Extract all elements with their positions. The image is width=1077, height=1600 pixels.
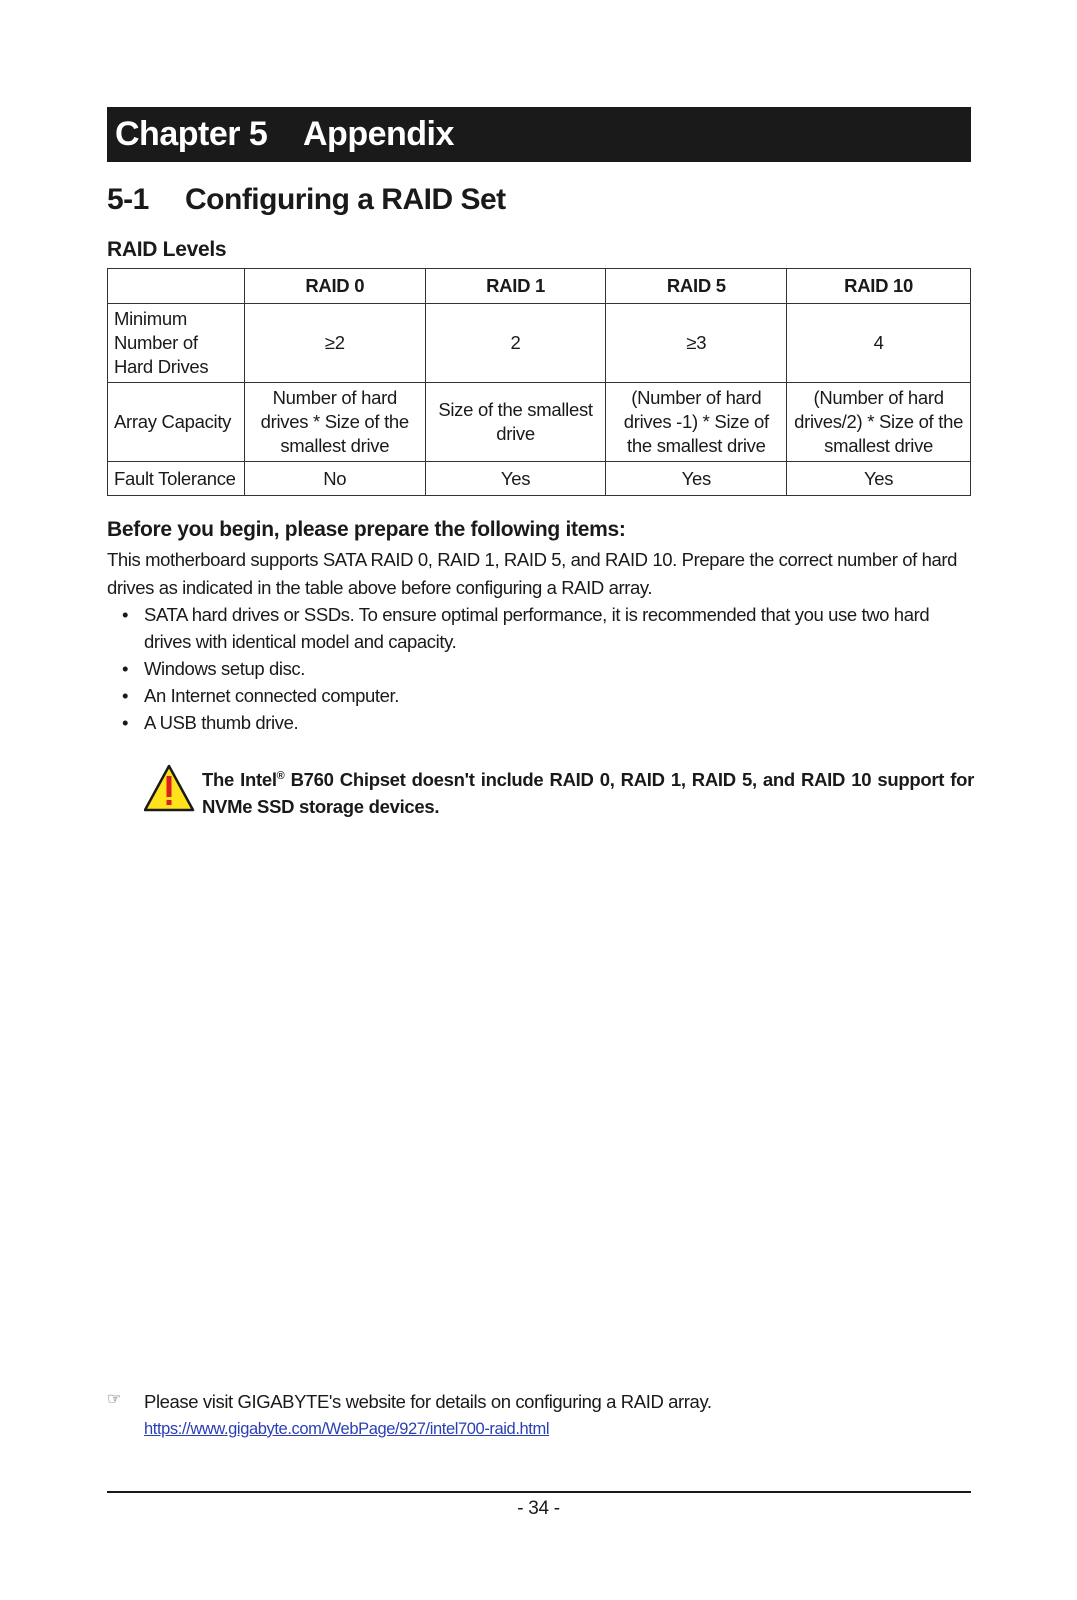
row-label: Fault Tolerance <box>108 462 245 496</box>
row-label: Array Capacity <box>108 383 245 462</box>
footer-divider <box>107 1491 971 1493</box>
prep-heading: Before you begin, please prepare the following items: <box>107 518 626 541</box>
table-row <box>108 304 971 383</box>
table-cell: Yes <box>425 462 606 496</box>
warning-triangle-icon <box>144 763 202 815</box>
table-cell: Number of hard drives * Size of the smallest drive <box>244 383 425 462</box>
registered-mark: ® <box>276 770 285 782</box>
table-header-cell: RAID 0 <box>244 269 425 304</box>
note-text: Please visit GIGABYTE's website for details on configuring a RAID array. <box>144 1391 712 1412</box>
table-header-cell: RAID 10 <box>787 269 971 304</box>
bullet-icon: • <box>122 685 129 706</box>
list-item <box>107 709 973 736</box>
table-cell: Yes <box>787 462 971 496</box>
bullet-icon: • <box>122 658 129 679</box>
chapter-header-bar <box>107 107 971 162</box>
table-cell: 2 <box>425 304 606 383</box>
raid-levels-heading: RAID Levels <box>107 238 227 261</box>
table-row <box>108 383 971 462</box>
website-note <box>107 1389 973 1443</box>
list-item <box>107 682 973 709</box>
list-item-text: An Internet connected computer. <box>144 685 399 706</box>
section-title: Configuring a RAID Set <box>185 183 506 216</box>
table-header-row <box>108 269 971 304</box>
table-cell: (Number of hard drives/2) * Size of the smallest drive <box>787 383 971 462</box>
prep-list <box>107 601 973 736</box>
section-heading <box>107 183 506 217</box>
warning-note <box>144 763 974 820</box>
warning-text-start: The Intel <box>202 769 277 791</box>
warning-text-end: B760 Chipset doesn't include RAID 0, RAID 1, RAID 5, and RAID 10 support for NVMe SSD storage devices. <box>202 769 974 818</box>
list-item-text: A USB thumb drive. <box>144 712 299 733</box>
prep-intro: This motherboard supports SATA RAID 0, RAID 1, RAID 5, and RAID 10. Prepare the correct number of hard drives as indicated in the table above before configuring a RAID array. <box>107 549 957 598</box>
raid-levels-table <box>107 268 971 496</box>
table-cell: Yes <box>606 462 787 496</box>
table-cell: 4 <box>787 304 971 383</box>
table-cell: Size of the smallest drive <box>425 383 606 462</box>
list-item <box>107 601 973 655</box>
table-cell: (Number of hard drives -1) * Size of the smallest drive <box>606 383 787 462</box>
row-label: Minimum Number of Hard Drives <box>108 304 245 383</box>
bullet-icon: • <box>122 604 129 625</box>
list-item-text: Windows setup disc. <box>144 658 306 679</box>
warning-text <box>202 763 974 820</box>
table-header-cell <box>108 269 245 304</box>
list-item <box>107 655 973 682</box>
table-header-cell: RAID 5 <box>606 269 787 304</box>
table-cell: ≥2 <box>244 304 425 383</box>
table-row <box>108 462 971 496</box>
bullet-icon: • <box>122 712 129 733</box>
pointing-hand-icon: ☞ <box>107 1391 121 1408</box>
raid-guide-link[interactable]: https://www.gigabyte.com/WebPage/927/intel700-raid.html <box>144 1420 550 1438</box>
table-header-cell: RAID 1 <box>425 269 606 304</box>
section-number: 5-1 <box>107 183 149 216</box>
chapter-title: Appendix <box>303 115 454 153</box>
chapter-number: Chapter 5 <box>115 115 268 153</box>
list-item-text: SATA hard drives or SSDs. To ensure optimal performance, it is recommended that you use two hard drives with identical model and capacity. <box>144 604 930 652</box>
table-cell: No <box>244 462 425 496</box>
table-cell: ≥3 <box>606 304 787 383</box>
page-number: - 34 - <box>517 1498 560 1519</box>
